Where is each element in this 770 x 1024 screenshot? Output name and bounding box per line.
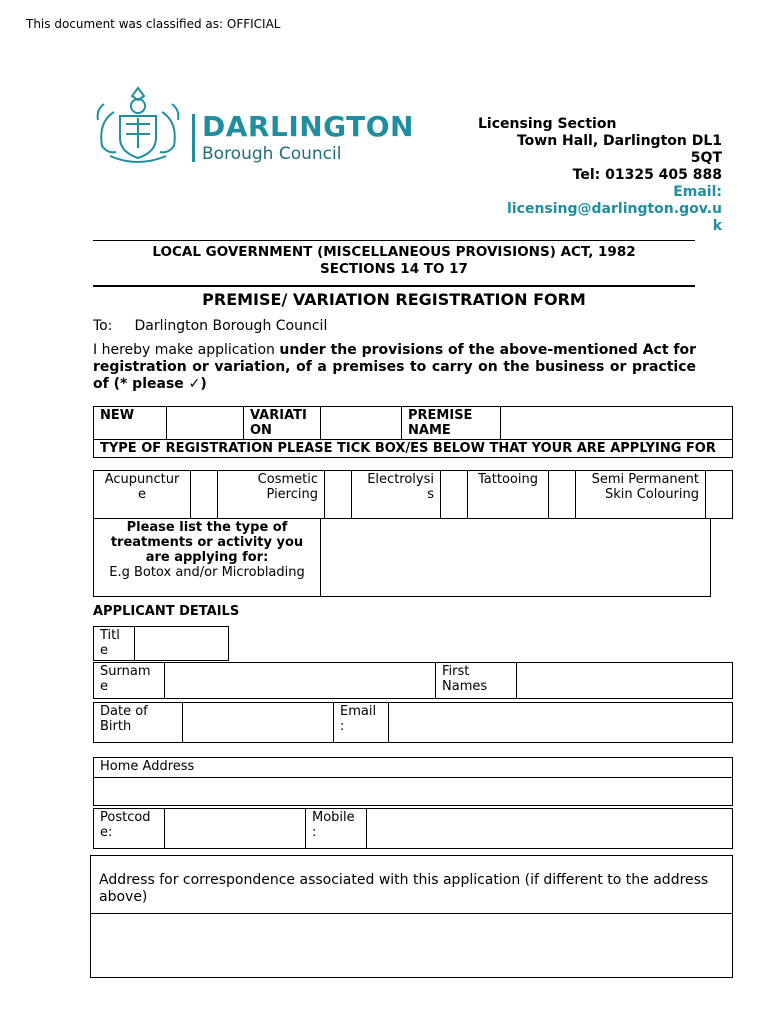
to-value: Darlington Borough Council: [134, 318, 328, 334]
tattooing-tick-box[interactable]: [549, 471, 576, 519]
treatments-input[interactable]: [321, 519, 711, 597]
new-tick-box[interactable]: [167, 407, 244, 440]
contact-email-label: Email:: [673, 184, 722, 200]
contact-email-end[interactable]: k: [712, 218, 722, 234]
to-label: To:: [93, 318, 113, 334]
type-electrolysis: Electrolysi s: [352, 471, 441, 519]
treatments-prompt-cell: [94, 519, 321, 597]
top-rule: [93, 240, 695, 241]
title-table: [93, 626, 229, 661]
dob-label: Date of Birth: [94, 703, 183, 743]
type-tattooing: Tattooing: [468, 471, 549, 519]
mobile-label: Mobile :: [306, 809, 367, 849]
title-label: Titl e: [94, 627, 135, 661]
variation-label: VARIATI ON: [244, 407, 321, 440]
logo-subtitle: Borough Council: [202, 144, 342, 164]
registration-table: [93, 406, 733, 458]
acupuncture-tick-box[interactable]: [191, 471, 218, 519]
premise-name-input[interactable]: [501, 407, 733, 440]
types-table: [93, 470, 733, 519]
dob-input[interactable]: [183, 703, 334, 743]
act-line1: LOCAL GOVERNMENT (MISCELLANEOUS PROVISIONS) ACT, 1982: [152, 244, 636, 260]
home-address-table: [93, 757, 733, 806]
piercing-tick-box[interactable]: [325, 471, 352, 519]
title-input[interactable]: [135, 627, 229, 661]
electrolysis-tick-box[interactable]: [441, 471, 468, 519]
mobile-input[interactable]: [367, 809, 733, 849]
variation-tick-box[interactable]: [321, 407, 402, 440]
contact-section: Licensing Section: [478, 116, 617, 132]
type-heading: TYPE OF REGISTRATION PLEASE TICK BOX/ES BELOW THAT YOUR ARE APPLYING FOR: [94, 440, 733, 458]
treatments-prompt: Please list the type of treatments or activity you are applying for:: [110, 520, 304, 565]
type-semi-permanent: Semi Permanent Skin Colouring: [576, 471, 706, 519]
treatments-table: [93, 518, 711, 597]
name-table: [93, 662, 733, 699]
email-label: Email :: [334, 703, 389, 743]
contact-address: Town Hall, Darlington DL1: [516, 133, 722, 149]
correspondence-table: [90, 855, 733, 978]
form-title: PREMISE/ VARIATION REGISTRATION FORM: [202, 290, 586, 309]
applicant-heading: APPLICANT DETAILS: [93, 604, 240, 619]
postcode-input[interactable]: [165, 809, 306, 849]
home-address-input[interactable]: [94, 778, 733, 806]
classification-note: This document was classified as: OFFICIAL: [26, 17, 281, 31]
correspondence-input[interactable]: [91, 914, 733, 978]
first-names-label: First Names: [436, 663, 517, 699]
treatments-example: E.g Botox and/or Microblading: [109, 565, 305, 580]
logo-divider: [192, 114, 195, 162]
type-cosmetic-piercing: Cosmetic Piercing: [218, 471, 325, 519]
intro-plain: I hereby make application: [93, 342, 275, 358]
semi-permanent-tick-box[interactable]: [706, 471, 733, 519]
surname-input[interactable]: [165, 663, 436, 699]
contact-postcode: 5QT: [690, 150, 722, 166]
addressee: [93, 318, 327, 334]
intro-bold: under the provisions of the above-mentioned Act for registration or variation, of a premises to carry on the business or practice of (* please ✓): [93, 342, 697, 392]
correspondence-label: Address for correspondence associated with this application (if different to the address above): [91, 856, 733, 914]
dob-table: [93, 702, 733, 743]
first-names-input[interactable]: [517, 663, 733, 699]
new-label: NEW: [94, 407, 167, 440]
crest-icon: [90, 82, 186, 168]
council-logo: [90, 82, 440, 168]
contact-block: [470, 116, 722, 235]
logo-name: DARLINGTON: [202, 110, 414, 143]
postcode-table: [93, 808, 733, 849]
act-heading: [93, 244, 695, 278]
type-acupuncture: Acupunctur e: [94, 471, 191, 519]
home-address-label: Home Address: [94, 758, 733, 778]
contact-tel: Tel: 01325 405 888: [572, 167, 722, 183]
email-input[interactable]: [389, 703, 733, 743]
premise-name-label: PREMISE NAME: [402, 407, 501, 440]
act-line2: SECTIONS 14 TO 17: [320, 261, 468, 277]
intro-text: [93, 342, 696, 393]
contact-email[interactable]: licensing@darlington.gov.u: [507, 201, 722, 217]
postcode-label: Postcod e:: [94, 809, 165, 849]
surname-label: Surnam e: [94, 663, 165, 699]
act-rule: [93, 285, 695, 287]
